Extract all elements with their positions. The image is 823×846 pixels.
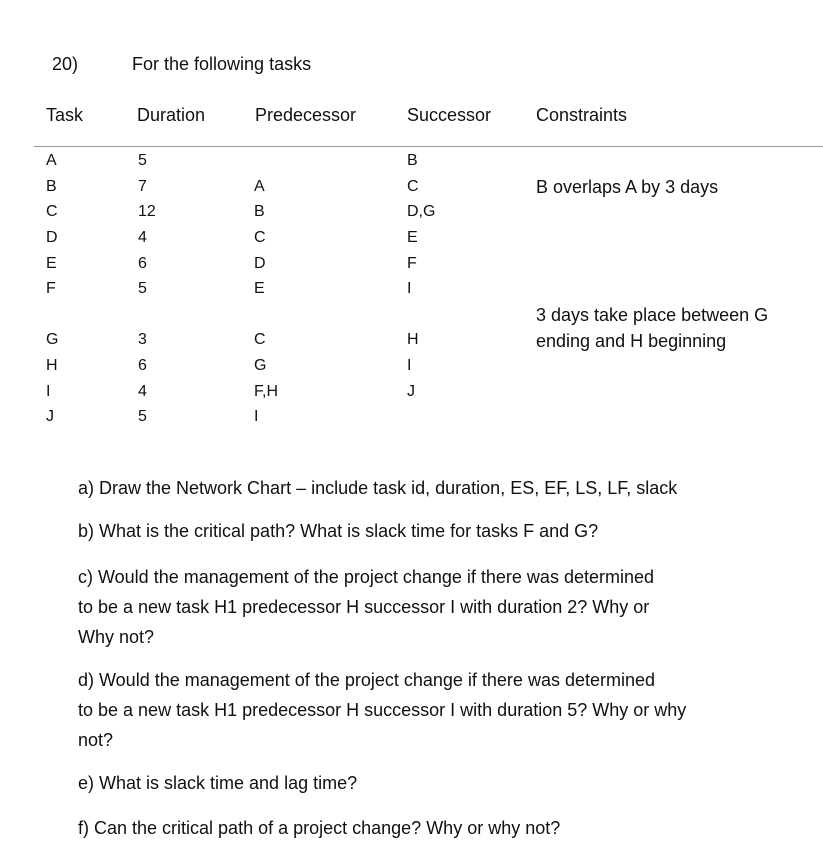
task-duration: 6 bbox=[138, 255, 147, 272]
task-predecessor: E bbox=[254, 280, 265, 297]
header-successor: Successor bbox=[407, 105, 492, 125]
task-successor: E bbox=[407, 229, 418, 246]
task-duration: 3 bbox=[138, 331, 147, 348]
question-b-text: b) What is the critical path? What is slack time for tasks F and G? bbox=[78, 521, 599, 541]
question-e bbox=[78, 768, 778, 798]
task-duration: 5 bbox=[138, 408, 147, 425]
task-successor: I bbox=[407, 280, 412, 297]
task-id: I bbox=[46, 383, 51, 400]
task-successor: D,G bbox=[407, 203, 436, 220]
task-id: C bbox=[46, 203, 58, 220]
task-duration: 4 bbox=[138, 383, 147, 400]
question-number: 20) bbox=[52, 54, 79, 74]
task-id: E bbox=[46, 255, 57, 272]
task-id: F bbox=[46, 280, 56, 297]
question-c-line1: c) Would the management of the project change if there was determined bbox=[78, 567, 654, 587]
task-id: G bbox=[46, 331, 59, 348]
question-d bbox=[78, 665, 778, 755]
question-c bbox=[78, 562, 778, 652]
header-constraints: Constraints bbox=[536, 105, 628, 125]
header-predecessor: Predecessor bbox=[255, 105, 357, 125]
question-a bbox=[78, 473, 778, 503]
question-c-line2: to be a new task H1 predecessor H successor I with duration 2? Why or bbox=[78, 597, 650, 617]
header-duration: Duration bbox=[137, 105, 206, 125]
question-d-line3: not? bbox=[78, 730, 114, 750]
question-c-line3: Why not? bbox=[78, 627, 155, 647]
task-id: B bbox=[46, 178, 57, 195]
question-f-text: f) Can the critical path of a project change? Why or why not? bbox=[78, 818, 561, 838]
task-id: D bbox=[46, 229, 58, 246]
constraint-gh-line1: 3 days take place between G bbox=[536, 305, 769, 325]
task-duration: 6 bbox=[138, 357, 147, 374]
constraint-b-overlap: B overlaps A by 3 days bbox=[536, 177, 719, 197]
task-predecessor: I bbox=[254, 408, 259, 425]
question-e-text: e) What is slack time and lag time? bbox=[78, 773, 358, 793]
header-task: Task bbox=[46, 105, 84, 125]
task-successor: J bbox=[407, 383, 415, 400]
task-successor: B bbox=[407, 152, 418, 169]
task-predecessor: C bbox=[254, 229, 266, 246]
task-id: J bbox=[46, 408, 54, 425]
task-duration: 4 bbox=[138, 229, 147, 246]
task-predecessor: C bbox=[254, 331, 266, 348]
task-successor: F bbox=[407, 255, 417, 272]
task-predecessor: F,H bbox=[254, 383, 278, 400]
task-successor: H bbox=[407, 331, 419, 348]
task-duration: 5 bbox=[138, 280, 147, 297]
task-successor: C bbox=[407, 178, 419, 195]
task-duration: 5 bbox=[138, 152, 147, 169]
intro-text: For the following tasks bbox=[132, 54, 312, 74]
task-id: H bbox=[46, 357, 58, 374]
task-duration: 12 bbox=[138, 203, 156, 220]
task-duration: 7 bbox=[138, 178, 147, 195]
question-d-line2: to be a new task H1 predecessor H successor I with duration 5? Why or why bbox=[78, 700, 687, 720]
task-predecessor: G bbox=[254, 357, 267, 374]
question-f bbox=[78, 813, 778, 843]
question-d-line1: d) Would the management of the project change if there was determined bbox=[78, 670, 656, 690]
task-predecessor: A bbox=[254, 178, 265, 195]
question-a-text: a) Draw the Network Chart – include task id, duration, ES, EF, LS, LF, slack bbox=[78, 478, 678, 498]
constraint-gh-line2: ending and H beginning bbox=[536, 331, 727, 351]
task-id: A bbox=[46, 152, 57, 169]
task-predecessor: B bbox=[254, 203, 265, 220]
task-successor: I bbox=[407, 357, 412, 374]
header-rule bbox=[34, 146, 823, 147]
question-b bbox=[78, 516, 778, 546]
task-predecessor: D bbox=[254, 255, 266, 272]
